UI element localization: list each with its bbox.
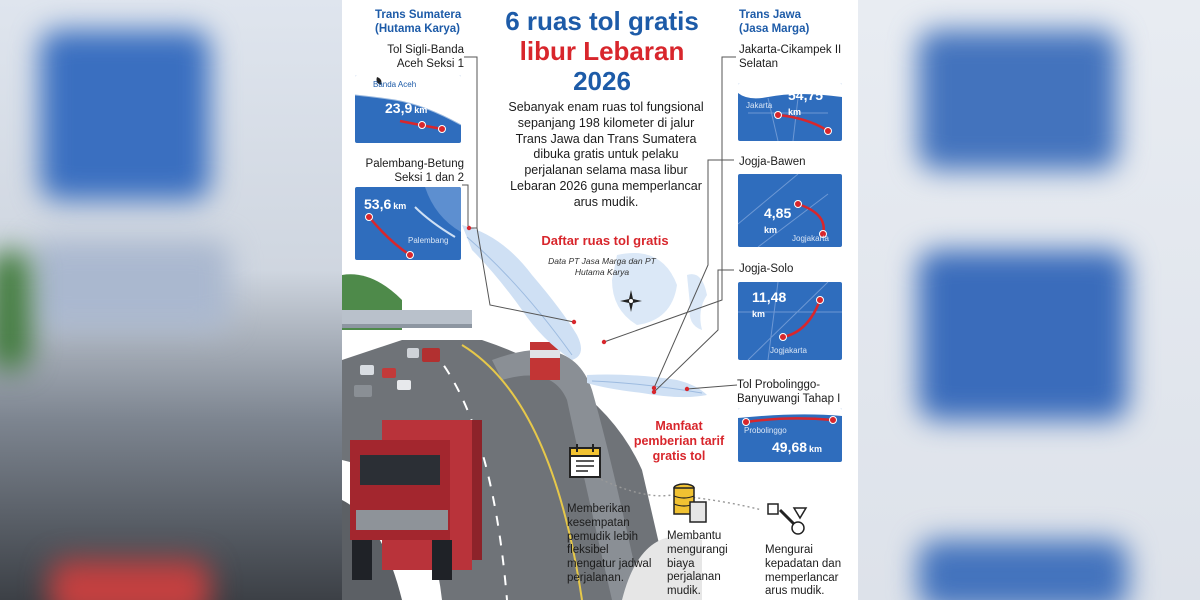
city-label: Jogjakarta <box>770 346 807 355</box>
region-name: Trans Sumatera <box>375 9 462 21</box>
segment-length-jakarta <box>788 88 823 120</box>
route-icon <box>764 500 810 536</box>
segment-label-bawen: Jogja-Bawen <box>739 156 806 168</box>
length-value: 49,68 <box>772 439 808 455</box>
segment-length-probolinggo <box>772 439 822 455</box>
data-source: Data PT Jasa Marga dan PT Hutama Karya <box>548 256 656 277</box>
city-label: Palembang <box>408 236 449 245</box>
region-trans-jawa <box>739 8 809 36</box>
blurred-backdrop-left <box>0 0 342 600</box>
page-title <box>492 6 712 96</box>
region-operator: (Hutama Karya) <box>375 23 460 35</box>
length-unit: km <box>414 105 428 115</box>
city-label: Probolinggo <box>744 426 787 435</box>
length-value: 54,75 <box>788 87 824 103</box>
description-text: Sebanyak enam ruas tol fungsional sepanjang 198 kilometer di jalur Trans Jawa dan Trans Sumatera dibuka gratis untuk pelaku perjalanan selama masa libur Lebaran 2026 guna memperlancar arus mudik. <box>508 100 704 209</box>
segment-label-jakarta: Jakarta-Cikampek II Selatan <box>739 44 842 70</box>
benefits-title: Manfaat pemberian tarif gratis tol <box>633 419 725 463</box>
length-value: 23,9 <box>385 100 413 116</box>
length-unit: km <box>788 107 802 117</box>
benefit-item-2: Membantu mengurangi biaya perjalanan mudik. <box>667 530 728 598</box>
blurred-backdrop-right <box>858 0 1200 600</box>
segment-label-probolinggo: Tol Probolinggo-Banyuwangi Tahap I <box>737 379 841 405</box>
segment-label-sigli: Tol Sigli-Banda Aceh Seksi 1 <box>387 44 464 70</box>
title-line-3: 2026 <box>573 66 631 96</box>
region-operator: (Jasa Marga) <box>739 23 810 35</box>
length-value: 11,48 <box>752 289 787 305</box>
segment-map-bawen <box>738 174 842 247</box>
length-unit: km <box>764 225 778 235</box>
segment-length-sigli <box>385 100 427 116</box>
length-value: 4,85 <box>764 205 792 221</box>
benefit-item-1: Memberikan kesempatan pemudik lebih fleksibel mengatur jadwal perjalanan. <box>567 503 652 584</box>
segment-map-solo <box>738 282 842 360</box>
city-label: Banda Aceh <box>373 80 417 89</box>
length-unit: km <box>752 309 766 319</box>
city-label: Jakarta <box>746 101 773 110</box>
segment-label-solo: Jogja-Solo <box>739 263 794 275</box>
segment-map-sigli <box>355 75 461 143</box>
city-label: Jogjakarta <box>792 234 829 243</box>
segment-map-palembang <box>355 187 461 260</box>
title-line-1: 6 ruas tol gratis <box>505 6 699 36</box>
length-value: 53,6 <box>364 196 392 212</box>
benefit-item-3: Mengurai kepadatan dan memperlancar arus mudik. <box>765 544 842 598</box>
segment-length-bawen <box>764 206 791 238</box>
length-unit: km <box>809 444 823 454</box>
segment-label-palembang: Palembang-Betung Seksi 1 dan 2 <box>365 158 464 184</box>
region-trans-sumatera <box>375 8 461 36</box>
segment-map-jakarta <box>738 83 842 141</box>
segment-length-palembang <box>364 196 406 212</box>
segment-length-solo <box>752 290 786 322</box>
list-heading: Daftar ruas tol gratis <box>541 233 669 248</box>
compass-icon <box>620 290 642 312</box>
calendar-icon <box>568 443 602 479</box>
infographic-poster <box>342 0 858 600</box>
region-name: Trans Jawa <box>739 9 802 21</box>
length-unit: km <box>393 201 407 211</box>
title-line-2: libur Lebaran <box>519 36 685 66</box>
coins-icon <box>668 480 708 524</box>
segment-map-probolinggo <box>738 408 842 462</box>
